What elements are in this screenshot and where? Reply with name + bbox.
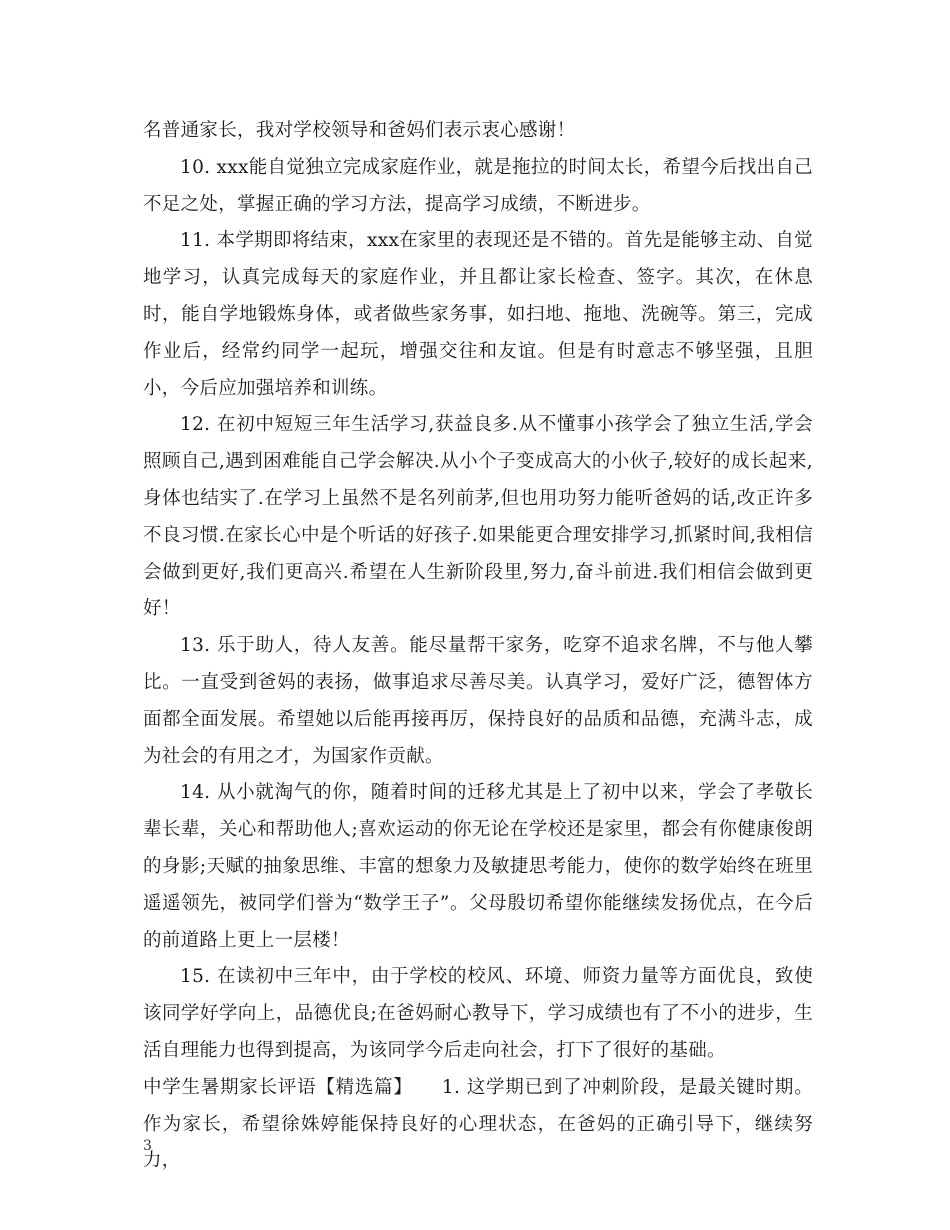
paragraph-item-14: 14. 从小就淘气的你，随着时间的迁移尤其是上了初中以来，学会了孝敬长辈长辈，关心和帮助他人;喜欢运动的你无论在学校还是家里，都会有你健康俊朗的身影;天赋的抽象思维、丰富的想象力及敏捷思考能力，使你的数学始终在班里遥遥领先，被同学们誉为“数学王子”。父母殷切希望你能继续发扬优点，在今后的前道路上更上一层楼！	[143, 782, 813, 951]
paragraph-continuation: 名普通家长，我对学校领导和爸妈们表示衷心感谢！	[143, 120, 576, 141]
page-number: 3	[143, 1138, 152, 1154]
paragraph-item-11: 11. 本学期即将结束，xxx在家里的表现还是不错的。首先是能够主动、自觉地学习，认真完成每天的家庭作业，并且都让家长检查、签字。其次，在休息时，能自学地锻炼身体，或者做些家务事，如扫地、拖地、洗碗等。第三，完成作业后，经常约同学一起玩，增强交往和友谊。但是有时意志不够坚强，且胆小，今后应加强培养和训练。	[143, 230, 813, 399]
section-heading-paragraph: 中学生暑期家长评语【精选篇】 1. 这学期已到了冲刺阶段，是最关键时期。作为家长，希望徐姝婷能保持良好的心理状态，在爸妈的正确引导下，继续努力，	[143, 1076, 813, 1172]
paragraph-item-12: 12. 在初中短短三年生活学习,获益良多.从不懂事小孩学会了独立生活,学会照顾自己,遇到困难能自己学会解决.从小个子变成高大的小伙子,较好的成长起来,身体也结实了.在学习上虽然不是名列前茅,但也用功努力能听爸妈的话,改正许多不良习惯.在家长心中是个听话的好孩子.如果能更合理安排学习,抓紧时间,我相信会做到更好,我们更高兴.希望在人生新阶段里,努力,奋斗前进.我们相信会做到更好！	[143, 414, 813, 620]
paragraph-item-10: 10. xxx能自觉独立完成家庭作业，就是拖拉的时间太长，希望今后找出自己不足之处，掌握正确的学习方法，提高学习成绩，不断进步。	[143, 156, 813, 215]
paragraph-item-13: 13. 乐于助人，待人友善。能尽量帮干家务，吃穿不追求名牌，不与他人攀比。一直受到爸妈的表扬，做事追求尽善尽美。认真学习，爱好广泛，德智体方面都全面发展。希望她以后能再接再厉，保持良好的品质和品德，充满斗志，成为社会的有用之才，为国家作贡献。	[143, 635, 813, 767]
document-body	[143, 113, 813, 1180]
paragraph-item-15: 15. 在读初中三年中，由于学校的校风、环境、师资力量等方面优良，致使该同学好学向上，品德优良;在爸妈耐心教导下，学习成绩也有了不小的进步，生活自理能力也得到提高，为该同学今后走向社会，打下了很好的基础。	[143, 966, 813, 1061]
